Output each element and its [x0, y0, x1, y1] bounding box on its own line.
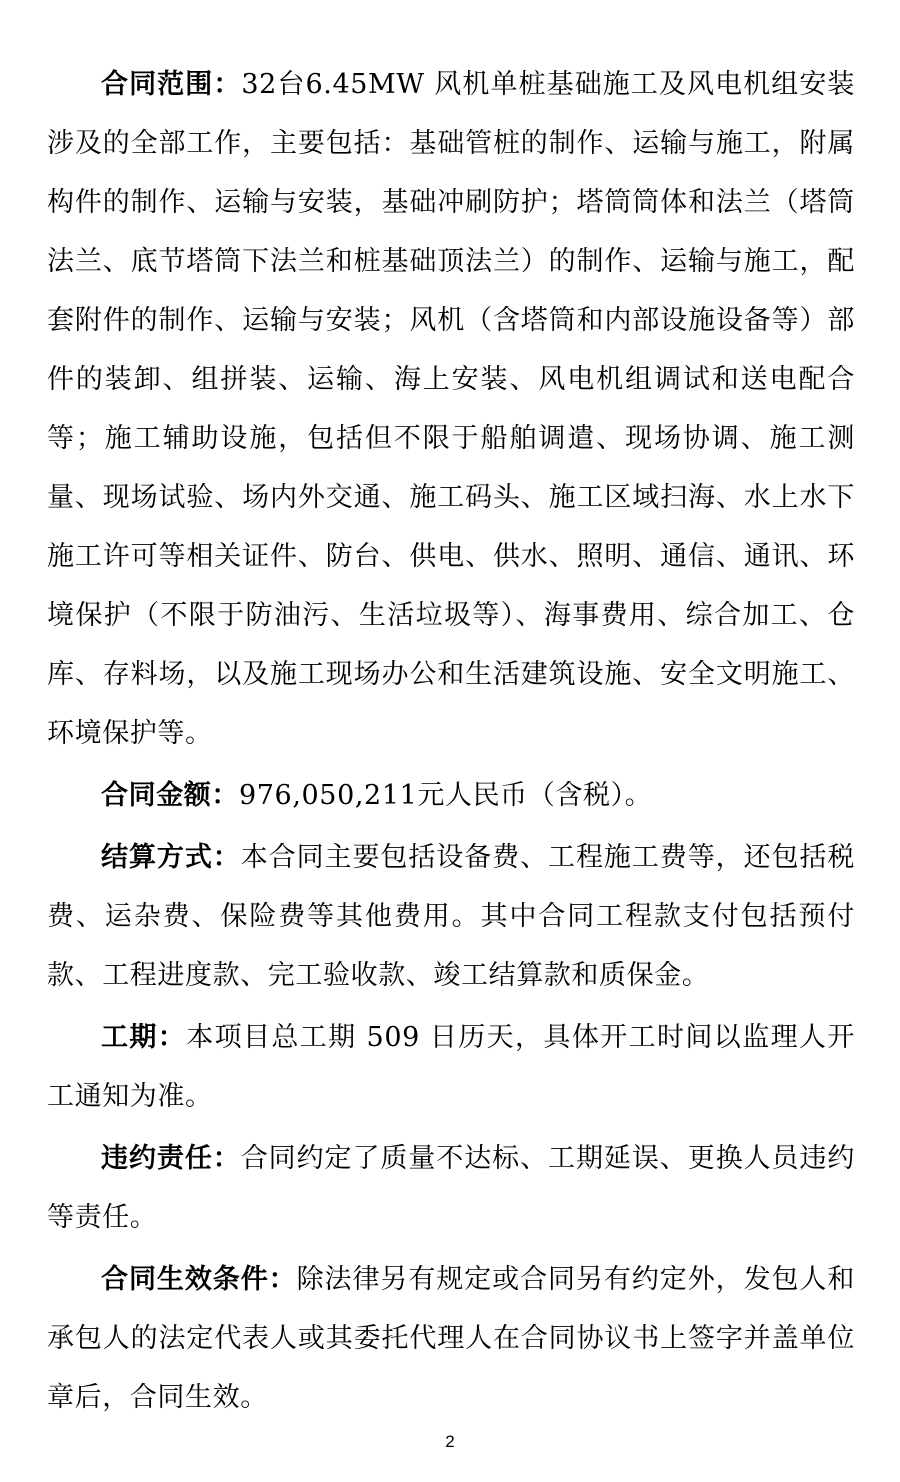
construction-period-paragraph — [47, 1008, 855, 1126]
contract-amount-text: 976,050,211元人民币（含税）。 — [239, 780, 653, 811]
effective-conditions-paragraph — [47, 1250, 855, 1427]
construction-period-text: 本项目总工期 509 日历天，具体开工时间以监理人开工通知为准。 — [47, 1022, 855, 1112]
effective-conditions-text: 除法律另有规定或合同另有约定外，发包人和承包人的法定代表人或其委托代理人在合同协议书上签字并盖单位章后，合同生效。 — [47, 1264, 856, 1413]
settlement-method-text: 本合同主要包括设备费、工程施工费等，还包括税费、运杂费、保险费等其他费用。其中合同工程款支付包括预付款、工程进度款、完工验收款、竣工结算款和质保金。 — [47, 842, 856, 991]
contract-scope-paragraph — [47, 55, 855, 763]
contract-amount-label: 合同金额： — [101, 780, 239, 811]
liability-label: 违约责任： — [101, 1143, 241, 1174]
contract-amount-paragraph — [47, 766, 855, 825]
document-body — [47, 55, 855, 1427]
liability-paragraph — [47, 1129, 855, 1247]
page-number: 2 — [445, 1432, 455, 1451]
settlement-method-label: 结算方式： — [101, 842, 241, 873]
contract-scope-text: 32台6.45MW 风机单桩基础施工及风电机组安装涉及的全部工作，主要包括：基础管桩的制作、运输与施工，附属构件的制作、运输与安装，基础冲刷防护；塔筒筒体和法兰（塔筒法兰、底节塔筒下法兰和桩基础顶法兰）的制作、运输与施工，配套附件的制作、运输与安装；风机（含塔筒和内部设施设备等）部件的装卸、组拼装、运输、海上安装、风电机组调试和送电配合等；施工辅助设施，包括但不限于船舶调遣、现场协调、施工测量、现场试验、场内外交通、施工码头、施工区域扫海、水上水下施工许可等相关证件、防台、供电、供水、照明、通信、通讯、环境保护（不限于防油污、生活垃圾等）、海事费用、综合加工、仓库、存料场，以及施工现场办公和生活建筑设施、安全文明施工、环境保护等。 — [47, 69, 856, 749]
construction-period-label: 工期： — [101, 1022, 187, 1053]
contract-scope-label: 合同范围： — [101, 69, 242, 100]
settlement-method-paragraph — [47, 828, 855, 1005]
liability-text: 合同约定了质量不达标、工期延误、更换人员违约等责任。 — [47, 1143, 856, 1233]
effective-conditions-label: 合同生效条件： — [101, 1264, 297, 1295]
